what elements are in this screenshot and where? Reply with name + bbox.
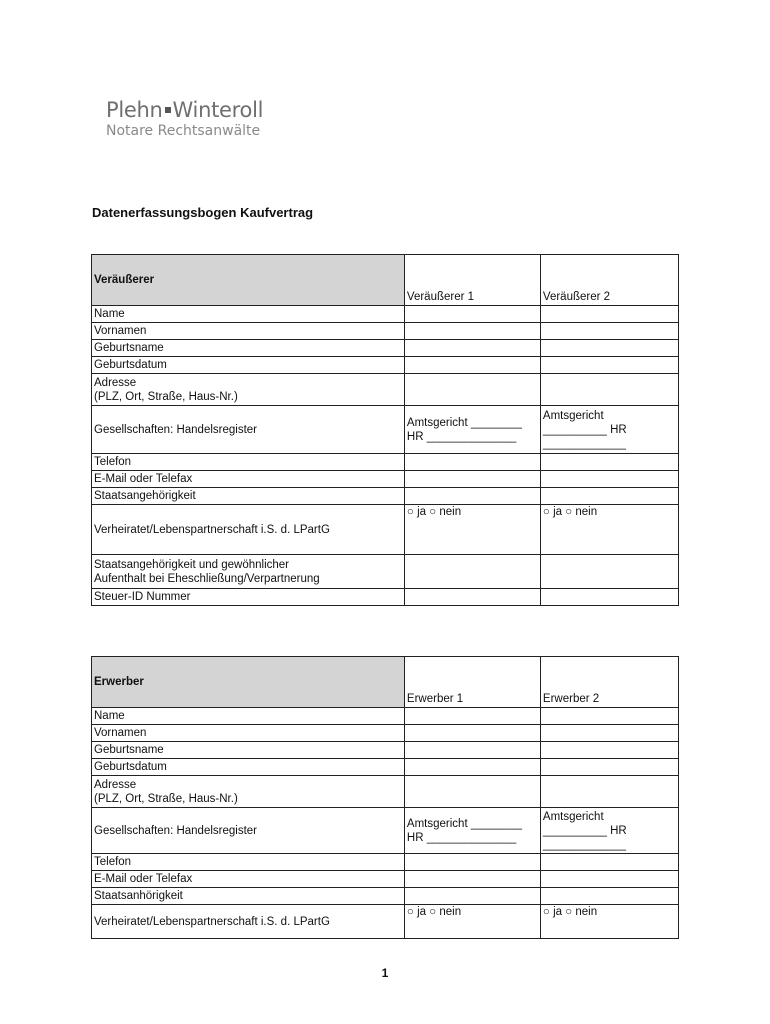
input-cell[interactable] [404,471,540,488]
input-cell[interactable] [540,888,678,905]
input-cell[interactable] [540,454,678,471]
input-cell[interactable] [404,854,540,871]
table-row [92,471,679,488]
seller-header: Veräußerer [92,255,405,306]
table-header-row [92,657,679,708]
input-cell[interactable] [540,340,678,357]
table-row [92,888,679,905]
table-row [92,725,679,742]
blank-line: _____________ [542,838,627,851]
row-label [92,374,405,406]
table-row [92,759,679,776]
input-cell[interactable] [540,488,678,505]
input-cell[interactable] [540,323,678,340]
table-row [92,505,679,555]
input-cell[interactable] [540,871,678,888]
row-label: Vornamen [92,323,405,340]
table-row [92,306,679,323]
input-cell[interactable] [540,306,678,323]
row-label: E-Mail oder Telefax [92,871,405,888]
input-cell[interactable] [540,725,678,742]
row-label: Name [92,306,405,323]
table-row [92,589,679,606]
row-label: Telefon [92,854,405,871]
table-row [92,406,679,454]
input-cell[interactable] [404,708,540,725]
row-label: Geburtsname [92,340,405,357]
amtsgericht-line: Amtsgericht [542,810,604,823]
logo-name [106,98,263,122]
ja-nein-radio-cell[interactable]: ○ ja ○ nein [540,505,678,555]
input-cell[interactable] [540,776,678,808]
row-label: Geburtsdatum [92,357,405,374]
row-label: Geburtsdatum [92,759,405,776]
buyer-header: Erwerber [92,657,405,708]
seller-col2-header: Veräußerer 2 [540,255,678,306]
input-cell[interactable] [540,759,678,776]
row-label: E-Mail oder Telefax [92,471,405,488]
input-cell[interactable] [404,555,540,589]
blank-line: _____________ [542,437,627,450]
row-label [92,776,405,808]
hr-line: __________ HR [542,423,627,436]
table-row [92,488,679,505]
amtsgericht-cell[interactable] [404,808,540,854]
row-label-line: Aufenthalt bei Eheschließung/Verpartnerung [94,572,320,585]
hr-line: HR ______________ [406,430,517,443]
input-cell[interactable] [540,742,678,759]
row-label: Name [92,708,405,725]
table-row [92,323,679,340]
input-cell[interactable] [540,708,678,725]
input-cell[interactable] [540,374,678,406]
table-row [92,708,679,725]
row-label: Telefon [92,454,405,471]
input-cell[interactable] [404,306,540,323]
input-cell[interactable] [404,888,540,905]
table-row [92,808,679,854]
table-row [92,776,679,808]
logo-separator-square [165,107,171,113]
amtsgericht-cell[interactable] [540,808,678,854]
table-row [92,854,679,871]
amtsgericht-line: Amtsgericht ________ [406,817,522,830]
table-row [92,454,679,471]
ja-nein-radio-cell[interactable]: ○ ja ○ nein [540,905,678,939]
logo-name-right: Winteroll [172,98,264,122]
row-label: Gesellschaften: Handelsregister [92,406,405,454]
amtsgericht-line: Amtsgericht ________ [406,416,522,429]
row-label: Verheiratet/Lebenspartnerschaft i.S. d. LPartG [92,505,405,555]
row-label: Steuer-ID Nummer [92,589,405,606]
row-label: Geburtsname [92,742,405,759]
page-number: 1 [381,966,389,980]
row-label: Gesellschaften: Handelsregister [92,808,405,854]
input-cell[interactable] [404,725,540,742]
input-cell[interactable] [404,357,540,374]
row-label-line: Adresse [94,778,137,791]
input-cell[interactable] [404,742,540,759]
row-label-line: Adresse [94,376,137,389]
table-row [92,742,679,759]
input-cell[interactable] [404,374,540,406]
ja-nein-radio-cell[interactable]: ○ ja ○ nein [404,505,540,555]
table-header-row [92,255,679,306]
input-cell[interactable] [540,471,678,488]
row-label-line: (PLZ, Ort, Straße, Haus-Nr.) [94,792,238,805]
table-row [92,555,679,589]
seller-table [91,254,679,606]
input-cell[interactable] [404,323,540,340]
row-label: Staatsangehörigkeit [92,488,405,505]
seller-col1-header: Veräußerer 1 [404,255,540,306]
amtsgericht-line: Amtsgericht [542,409,604,422]
logo-name-left: Plehn [106,98,163,122]
row-label: Vornamen [92,725,405,742]
row-label: Staatsanhörigkeit [92,888,405,905]
row-label-line: (PLZ, Ort, Straße, Haus-Nr.) [94,390,238,403]
buyer-col1-header: Erwerber 1 [404,657,540,708]
input-cell[interactable] [404,454,540,471]
input-cell[interactable] [404,759,540,776]
firm-logo [106,98,263,140]
table-row [92,374,679,406]
row-label-line: Staatsangehörigkeit und gewöhnlicher [94,558,289,571]
table-row [92,357,679,374]
input-cell[interactable] [540,357,678,374]
document-title: Datenerfassungsbogen Kaufvertrag [92,205,314,220]
hr-line: HR ______________ [406,831,517,844]
hr-line: __________ HR [542,824,627,837]
row-label [92,555,405,589]
input-cell[interactable] [540,555,678,589]
input-cell[interactable] [404,776,540,808]
buyer-table [91,656,679,939]
row-label: Verheiratet/Lebenspartnerschaft i.S. d. LPartG [92,905,405,939]
input-cell[interactable] [404,488,540,505]
buyer-col2-header: Erwerber 2 [540,657,678,708]
input-cell[interactable] [404,340,540,357]
input-cell[interactable] [540,589,678,606]
input-cell[interactable] [404,871,540,888]
amtsgericht-cell[interactable] [540,406,678,454]
table-row [92,905,679,939]
logo-subtitle: Notare Rechtsanwälte [106,123,261,139]
input-cell[interactable] [540,854,678,871]
amtsgericht-cell[interactable] [404,406,540,454]
table-row [92,340,679,357]
ja-nein-radio-cell[interactable]: ○ ja ○ nein [404,905,540,939]
input-cell[interactable] [404,589,540,606]
table-row [92,871,679,888]
